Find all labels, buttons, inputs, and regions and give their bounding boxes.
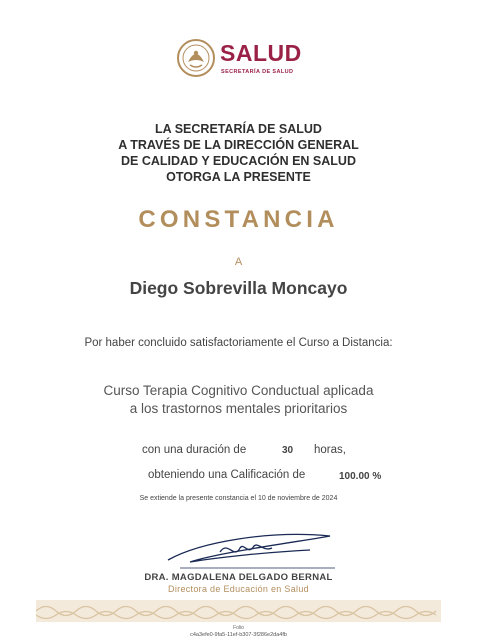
heading-line-1: LA SECRETARÍA DE SALUD [155,122,322,136]
signer-role: Directora de Educación en Salud [168,584,309,594]
grade-value: 100.00 % [339,471,382,482]
heading-line-2: A TRAVÉS DE LA DIRECCIÓN GENERAL [118,138,359,152]
logo-wordmark: SALUD [220,40,302,66]
recipient-name: Diego Sobrevilla Moncayo [129,278,348,298]
mexico-seal-icon [176,38,216,78]
grade-label: obteniendo una Calificación de [148,469,306,481]
course-name-line-2: a los trastornos mentales prioritarios [129,401,348,416]
course-name-line-1: Curso Terapia Cognitivo Conductual aplicada [103,383,374,398]
recipient-prefix: A [234,256,243,268]
folio-label: Folio [233,625,244,631]
duration-unit: horas, [314,444,346,456]
duration-value: 30 [282,445,294,456]
completion-reason: Por haber concluido satisfactoriamente el Curso a Distancia: [84,337,393,349]
folio-value: c4a3efe0-9fa5-11ef-b307-3f286e2da4fb [190,632,287,638]
heading-line-3: DE CALIDAD Y EDUCACIÓN EN SALUD [121,154,356,168]
certificate-title: CONSTANCIA [138,206,339,233]
logo-subtitle: SECRETARÍA DE SALUD [221,69,294,75]
heading-line-4: OTORGA LA PRESENTE [166,170,311,184]
signature-graphic [160,522,340,572]
decorative-footer-band [36,600,441,622]
signer-name: DRA. MAGDALENA DELGADO BERNAL [144,572,333,583]
issue-date-text: Se extiende la presente constancia el 10 de noviembre de 2024 [139,495,338,502]
duration-label: con una duración de [142,444,247,456]
